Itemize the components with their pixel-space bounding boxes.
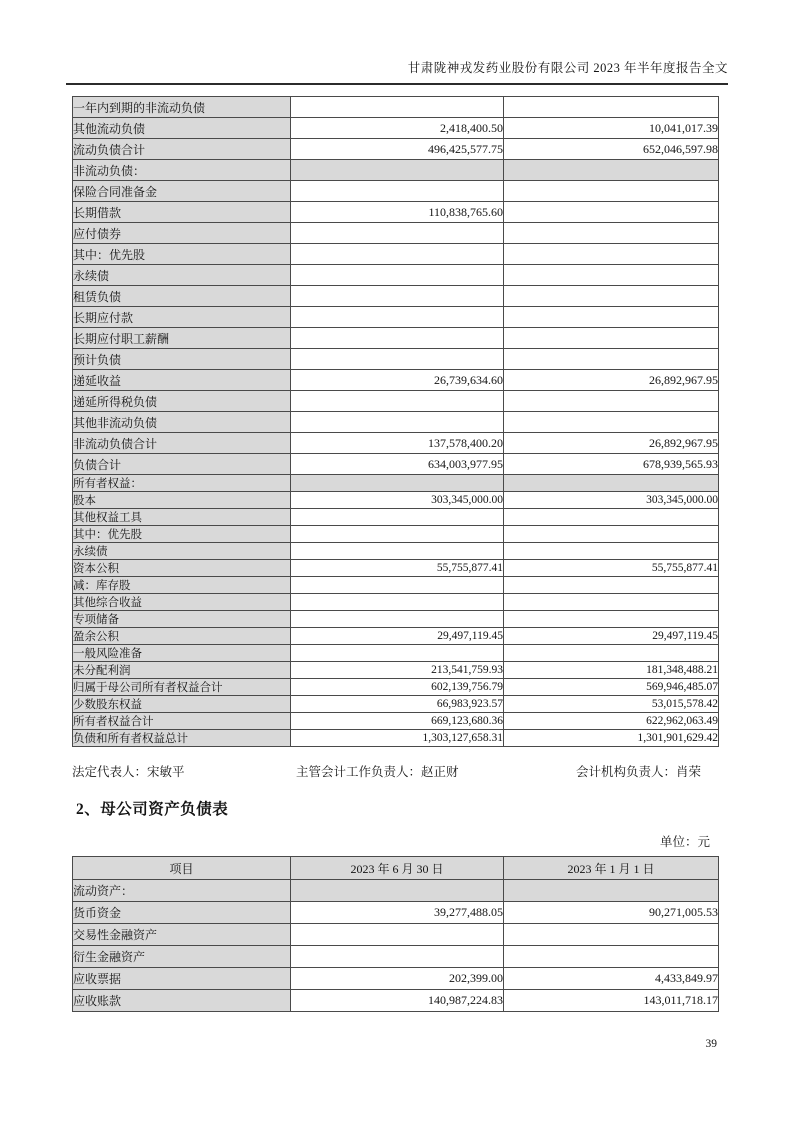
table-row <box>73 713 719 730</box>
table-row <box>73 118 719 139</box>
table-row <box>73 509 719 526</box>
value-cell-current-period: 669,123,680.36 <box>291 713 504 730</box>
table-row <box>73 244 719 265</box>
value-cell-prior-period <box>504 924 719 946</box>
table-row <box>73 662 719 679</box>
parent-balance-sheet-header <box>73 857 719 880</box>
table-row <box>73 265 719 286</box>
table-row <box>73 924 719 946</box>
value-cell-current-period <box>291 223 504 244</box>
row-label-cell: 预计负债 <box>73 349 291 370</box>
row-label-cell: 其中：优先股 <box>73 244 291 265</box>
row-label-cell: 负债和所有者权益总计 <box>73 730 291 747</box>
value-cell-current-period <box>291 412 504 433</box>
value-cell-prior-period <box>504 509 719 526</box>
table-row <box>73 349 719 370</box>
signatories-row <box>72 762 718 780</box>
value-cell-current-period <box>291 924 504 946</box>
table-row <box>73 202 719 223</box>
value-cell-current-period <box>291 526 504 543</box>
row-label-cell: 应收账款 <box>73 990 291 1012</box>
value-cell-current-period <box>291 509 504 526</box>
value-cell-current-period <box>291 475 504 492</box>
value-cell-current-period <box>291 543 504 560</box>
table-row <box>73 990 719 1012</box>
table-row <box>73 307 719 328</box>
row-label-cell: 长期应付职工薪酬 <box>73 328 291 349</box>
value-cell-prior-period: 1,301,901,629.42 <box>504 730 719 747</box>
row-label-cell: 所有者权益： <box>73 475 291 492</box>
value-cell-current-period: 29,497,119.45 <box>291 628 504 645</box>
table-row <box>73 730 719 747</box>
value-cell-prior-period <box>504 349 719 370</box>
value-cell-current-period: 110,838,765.60 <box>291 202 504 223</box>
table-row <box>73 968 719 990</box>
value-cell-prior-period <box>504 526 719 543</box>
row-label-cell: 其他流动负债 <box>73 118 291 139</box>
parent-balance-sheet-table <box>72 856 719 1012</box>
row-label-cell: 递延收益 <box>73 370 291 391</box>
table-row <box>73 139 719 160</box>
row-label-cell: 永续债 <box>73 543 291 560</box>
value-cell-prior-period <box>504 391 719 412</box>
row-label-cell: 交易性金融资产 <box>73 924 291 946</box>
row-label-cell: 股本 <box>73 492 291 509</box>
value-cell-current-period <box>291 307 504 328</box>
value-cell-current-period <box>291 880 504 902</box>
value-cell-prior-period: 53,015,578.42 <box>504 696 719 713</box>
table-header-row <box>73 857 719 880</box>
value-cell-prior-period: 29,497,119.45 <box>504 628 719 645</box>
value-cell-current-period: 26,739,634.60 <box>291 370 504 391</box>
table-row <box>73 543 719 560</box>
value-cell-current-period <box>291 160 504 181</box>
table-row <box>73 628 719 645</box>
row-label-cell: 衍生金融资产 <box>73 946 291 968</box>
table-row <box>73 223 719 244</box>
header-divider <box>66 83 728 85</box>
value-cell-prior-period <box>504 265 719 286</box>
table-row <box>73 454 719 475</box>
table-row <box>73 492 719 509</box>
legal-representative: 法定代表人：宋敏平 <box>72 765 185 779</box>
column-header-2023-01-01: 2023 年 1 月 1 日 <box>504 857 719 880</box>
row-label-cell: 长期借款 <box>73 202 291 223</box>
value-cell-current-period: 2,418,400.50 <box>291 118 504 139</box>
value-cell-prior-period <box>504 475 719 492</box>
table-row <box>73 577 719 594</box>
value-cell-current-period: 634,003,977.95 <box>291 454 504 475</box>
value-cell-prior-period: 10,041,017.39 <box>504 118 719 139</box>
table-row <box>73 328 719 349</box>
row-label-cell: 归属于母公司所有者权益合计 <box>73 679 291 696</box>
row-label-cell: 一般风险准备 <box>73 645 291 662</box>
row-label-cell: 货币资金 <box>73 902 291 924</box>
value-cell-prior-period: 652,046,597.98 <box>504 139 719 160</box>
value-cell-current-period <box>291 286 504 307</box>
value-cell-current-period <box>291 328 504 349</box>
value-cell-prior-period: 622,962,063.49 <box>504 713 719 730</box>
row-label-cell: 减：库存股 <box>73 577 291 594</box>
row-label-cell: 非流动负债： <box>73 160 291 181</box>
consolidated-balance-sheet-body <box>73 97 719 747</box>
row-label-cell: 租赁负债 <box>73 286 291 307</box>
value-cell-prior-period: 303,345,000.00 <box>504 492 719 509</box>
table-row <box>73 412 719 433</box>
row-label-cell: 其中：优先股 <box>73 526 291 543</box>
row-label-cell: 少数股东权益 <box>73 696 291 713</box>
table-row <box>73 880 719 902</box>
row-label-cell: 流动资产： <box>73 880 291 902</box>
table-row <box>73 696 719 713</box>
value-cell-current-period <box>291 349 504 370</box>
table-row <box>73 286 719 307</box>
row-label-cell: 资本公积 <box>73 560 291 577</box>
row-label-cell: 递延所得税负债 <box>73 391 291 412</box>
row-label-cell: 负债合计 <box>73 454 291 475</box>
value-cell-prior-period: 4,433,849.97 <box>504 968 719 990</box>
value-cell-prior-period: 181,348,488.21 <box>504 662 719 679</box>
row-label-cell: 永续债 <box>73 265 291 286</box>
value-cell-prior-period: 678,939,565.93 <box>504 454 719 475</box>
value-cell-prior-period <box>504 328 719 349</box>
value-cell-current-period: 137,578,400.20 <box>291 433 504 454</box>
page-number: 39 <box>705 1038 717 1050</box>
row-label-cell: 非流动负债合计 <box>73 433 291 454</box>
value-cell-prior-period <box>504 577 719 594</box>
row-label-cell: 专项储备 <box>73 611 291 628</box>
accounting-org-head: 会计机构负责人：肖荣 <box>575 765 701 779</box>
row-label-cell: 所有者权益合计 <box>73 713 291 730</box>
value-cell-prior-period: 90,271,005.53 <box>504 902 719 924</box>
row-label-cell: 流动负债合计 <box>73 139 291 160</box>
value-cell-prior-period <box>504 543 719 560</box>
value-cell-prior-period <box>504 307 719 328</box>
table-row <box>73 560 719 577</box>
table-row <box>73 370 719 391</box>
value-cell-prior-period <box>504 645 719 662</box>
value-cell-prior-period: 569,946,485.07 <box>504 679 719 696</box>
column-header-item: 项目 <box>73 857 291 880</box>
table-row <box>73 946 719 968</box>
value-cell-current-period <box>291 645 504 662</box>
value-cell-prior-period: 143,011,718.17 <box>504 990 719 1012</box>
parent-balance-sheet-body <box>73 880 719 1012</box>
value-cell-prior-period <box>504 594 719 611</box>
row-label-cell: 盈余公积 <box>73 628 291 645</box>
row-label-cell: 保险合同准备金 <box>73 181 291 202</box>
table-row <box>73 611 719 628</box>
column-header-2023-06-30: 2023 年 6 月 30 日 <box>291 857 504 880</box>
value-cell-current-period: 140,987,224.83 <box>291 990 504 1012</box>
table-row <box>73 645 719 662</box>
value-cell-prior-period <box>504 160 719 181</box>
table-row <box>73 679 719 696</box>
table-row <box>73 902 719 924</box>
value-cell-current-period <box>291 594 504 611</box>
value-cell-current-period: 602,139,756.79 <box>291 679 504 696</box>
value-cell-current-period <box>291 265 504 286</box>
row-label-cell: 其他非流动负债 <box>73 412 291 433</box>
report-header-title: 甘肃陇神戎发药业股份有限公司 2023 年半年度报告全文 <box>407 61 728 75</box>
value-cell-current-period: 39,277,488.05 <box>291 902 504 924</box>
row-label-cell: 一年内到期的非流动负债 <box>73 97 291 118</box>
value-cell-current-period: 66,983,923.57 <box>291 696 504 713</box>
value-cell-prior-period <box>504 412 719 433</box>
row-label-cell: 应付债券 <box>73 223 291 244</box>
table-row <box>73 181 719 202</box>
consolidated-balance-sheet-table <box>72 96 719 747</box>
table-row <box>73 97 719 118</box>
section-title: 2、母公司资产负债表 <box>76 801 229 818</box>
value-cell-prior-period: 26,892,967.95 <box>504 370 719 391</box>
value-cell-current-period <box>291 611 504 628</box>
value-cell-current-period <box>291 97 504 118</box>
value-cell-current-period: 202,399.00 <box>291 968 504 990</box>
table-row <box>73 391 719 412</box>
value-cell-prior-period <box>504 181 719 202</box>
value-cell-current-period: 55,755,877.41 <box>291 560 504 577</box>
chief-accountant: 主管会计工作负责人：赵正财 <box>296 765 459 779</box>
unit-label: 单位：元 <box>659 835 710 849</box>
value-cell-prior-period <box>504 880 719 902</box>
value-cell-current-period: 213,541,759.93 <box>291 662 504 679</box>
value-cell-prior-period <box>504 97 719 118</box>
value-cell-current-period: 496,425,577.75 <box>291 139 504 160</box>
row-label-cell: 未分配利润 <box>73 662 291 679</box>
value-cell-current-period <box>291 946 504 968</box>
row-label-cell: 其他综合收益 <box>73 594 291 611</box>
value-cell-prior-period <box>504 611 719 628</box>
value-cell-prior-period <box>504 286 719 307</box>
table-row <box>73 594 719 611</box>
value-cell-prior-period <box>504 223 719 244</box>
value-cell-prior-period <box>504 202 719 223</box>
table-row <box>73 433 719 454</box>
value-cell-prior-period: 55,755,877.41 <box>504 560 719 577</box>
row-label-cell: 其他权益工具 <box>73 509 291 526</box>
row-label-cell: 应收票据 <box>73 968 291 990</box>
table-row <box>73 526 719 543</box>
table-row <box>73 160 719 181</box>
value-cell-current-period <box>291 391 504 412</box>
value-cell-current-period: 1,303,127,658.31 <box>291 730 504 747</box>
value-cell-prior-period: 26,892,967.95 <box>504 433 719 454</box>
value-cell-prior-period <box>504 244 719 265</box>
table-row <box>73 475 719 492</box>
value-cell-current-period: 303,345,000.00 <box>291 492 504 509</box>
value-cell-prior-period <box>504 946 719 968</box>
value-cell-current-period <box>291 181 504 202</box>
row-label-cell: 长期应付款 <box>73 307 291 328</box>
value-cell-current-period <box>291 244 504 265</box>
value-cell-current-period <box>291 577 504 594</box>
